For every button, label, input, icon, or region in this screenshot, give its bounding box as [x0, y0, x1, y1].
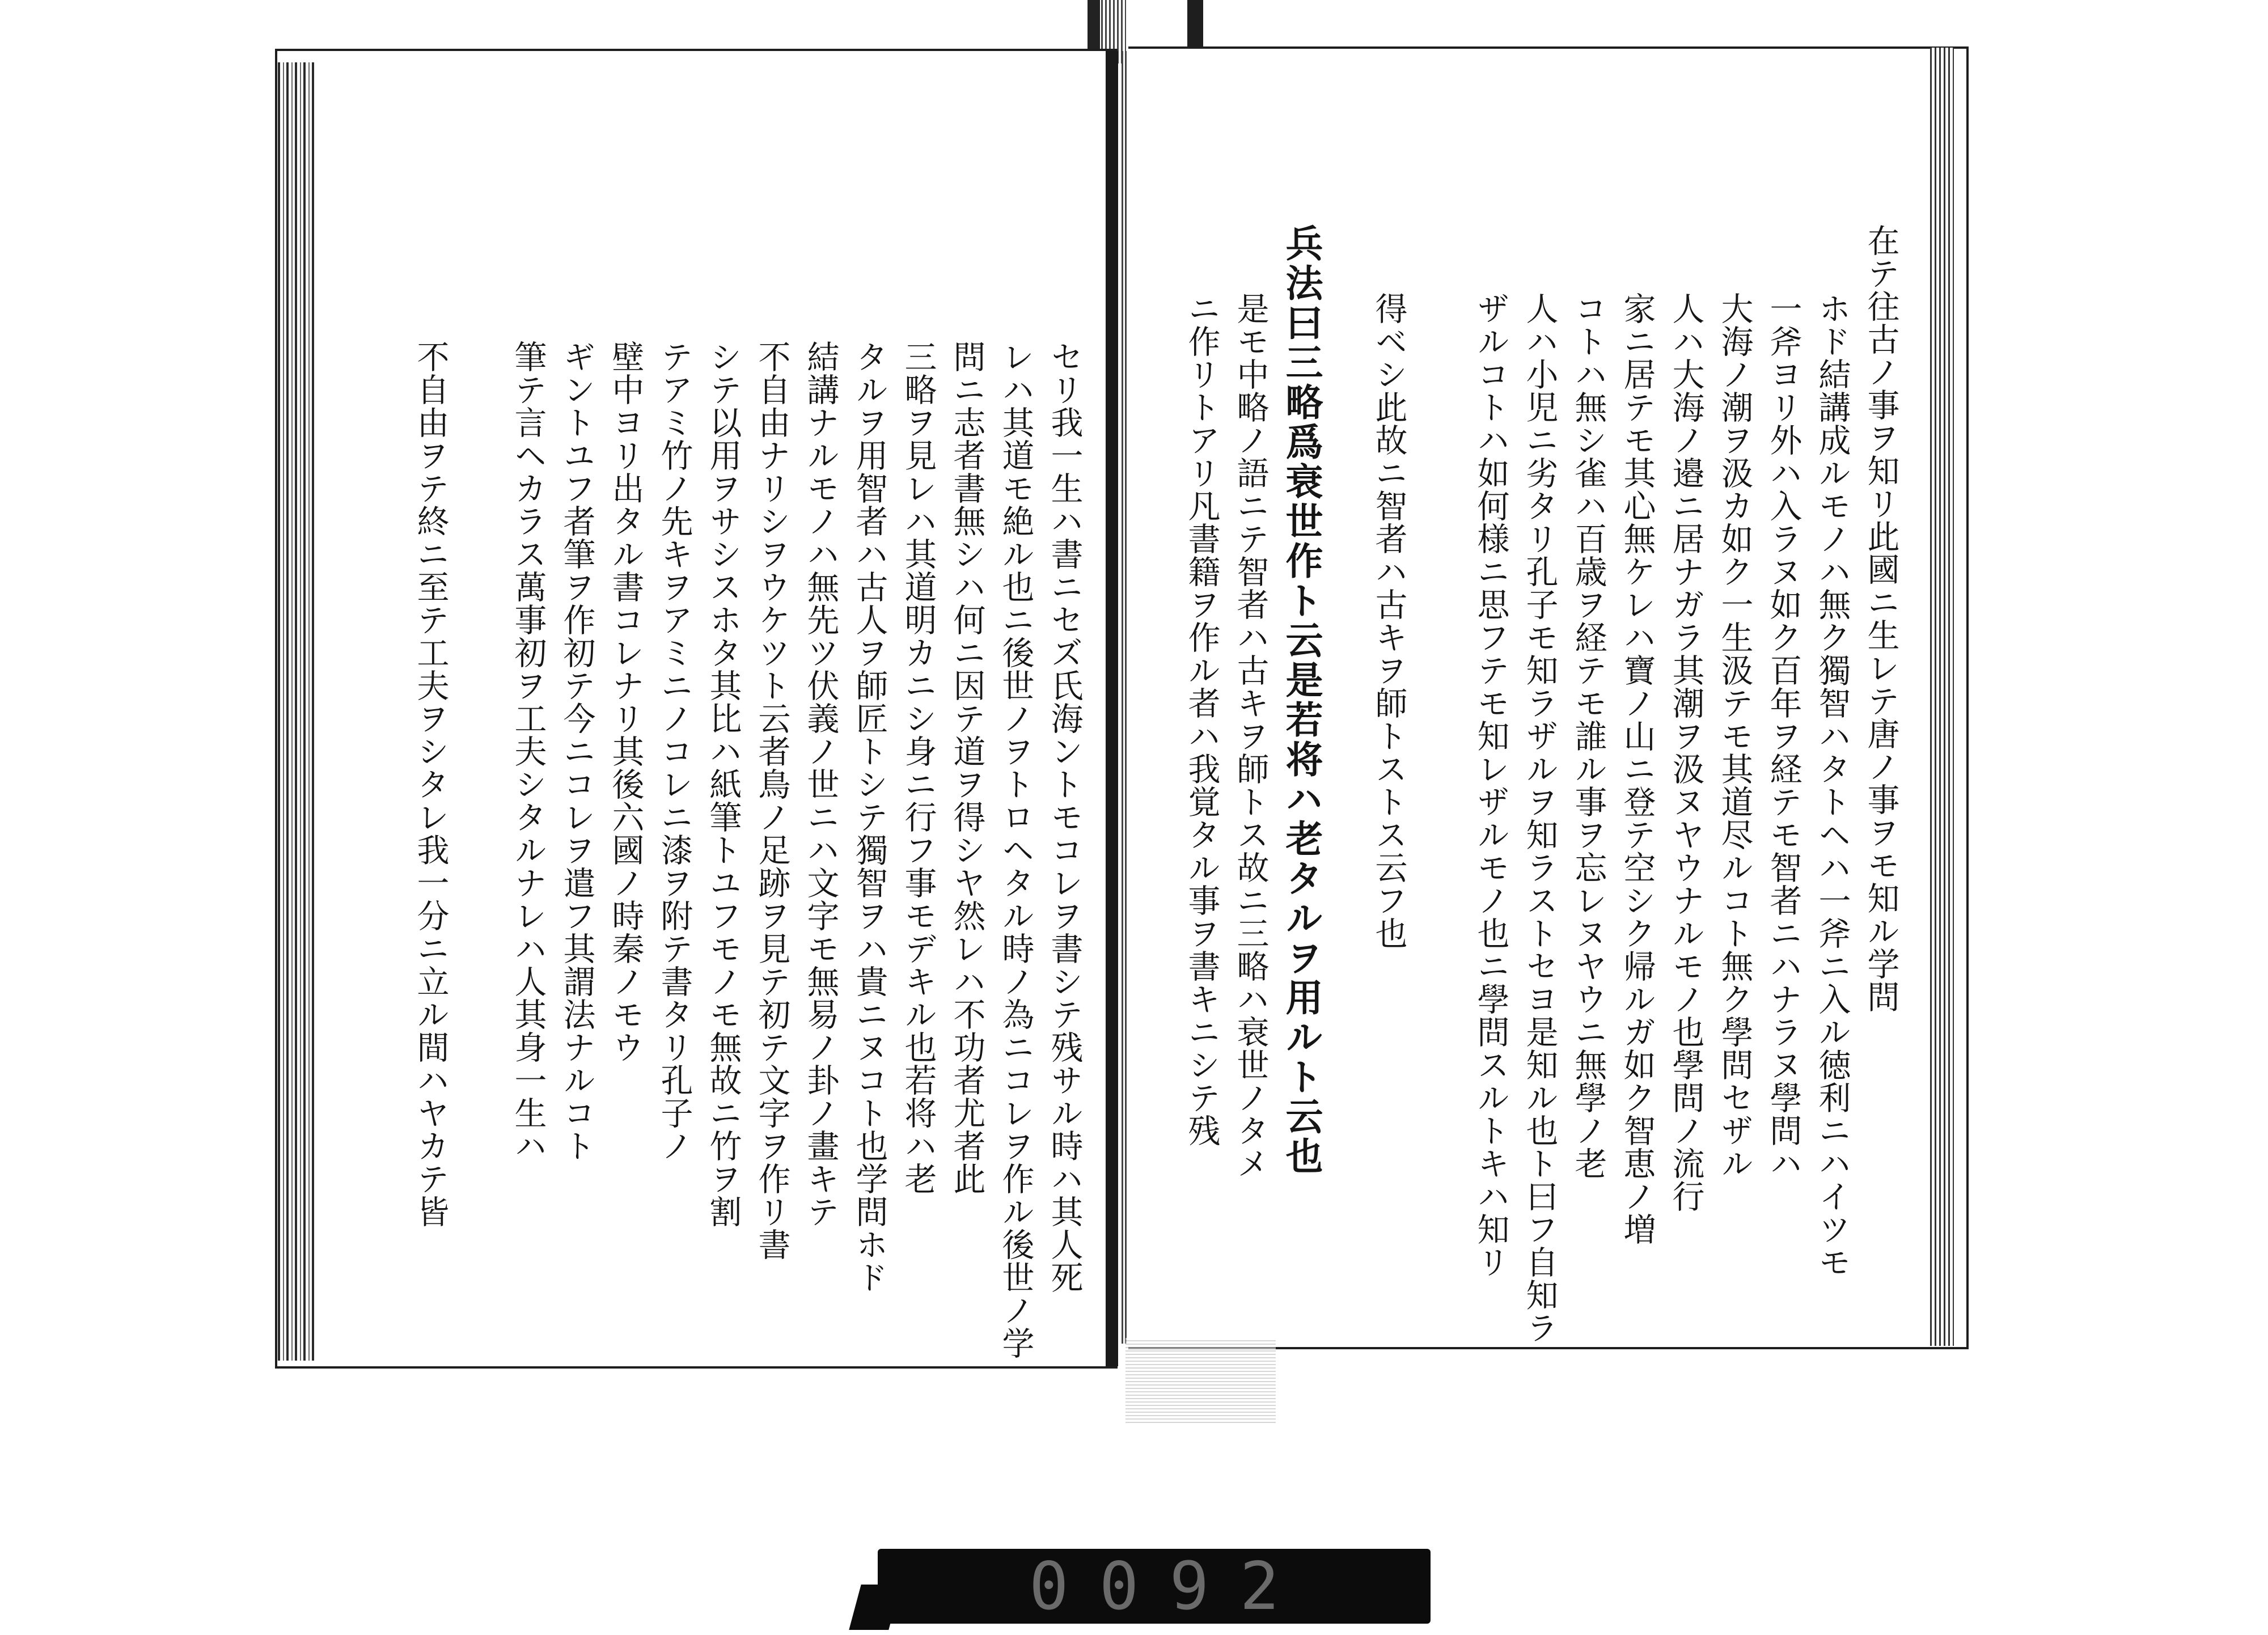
text-column: レハ其道モ絶ル也ニ後世ノヲトロヘタル時ノ為ニコレヲ作ル後世ノ学	[997, 340, 1034, 1359]
text-column: 一斧ヨリ外ハ入ラヌ如ク百年ヲ経テモ智者ニハナラヌ學問ハ	[1765, 292, 1802, 1180]
text-column: 問ニ志者書無シハ何ニ因テ道ヲ得シヤ然レハ不功者尤者此	[948, 340, 985, 1195]
archive-label	[878, 1549, 1431, 1624]
text-column: 在テ往古ノ事ヲ知リ此國ニ生レテ唐ノ事ヲモ知ル学問	[1862, 224, 1899, 1013]
text-column: 不自由ヲテ終ニ至テ工夫ヲシタレ我一分ニ立ル間ハヤカテ皆	[412, 340, 449, 1228]
text-column: 不自由ナリシヲウケツト云者鳥ノ足跡ヲ見テ初テ文字ヲ作リ書	[753, 340, 790, 1261]
gutter-bottom-shadow	[1125, 1338, 1276, 1423]
book-gutter	[1106, 51, 1118, 1366]
text-column: ホド結講成ルモノハ無ク獨智ハタトヘハ一斧ニ入ル徳利ニハイツモ	[1813, 292, 1851, 1278]
section-heading-column: 兵法曰三略爲衰世作ト云是若将ハ老タルヲ用ルト云也	[1279, 224, 1323, 1176]
text-column: 大海ノ潮ヲ汲カ如ク一生汲テモ其道尽ルコト無ク學問セザル	[1716, 292, 1753, 1180]
text-column: ギントユフ者筆ヲ作初テ今ニコレヲ遣フ其謂法ナルコト	[558, 340, 595, 1162]
text-column: シテ以用ヲサシスホタ其比ハ紙筆トユフモノモ無故ニ竹ヲ割	[704, 340, 742, 1228]
text-column: セリ我一生ハ書ニセズ氏海ントモコレヲ書シテ残サル時ハ其人死	[1046, 340, 1083, 1294]
text-column: 人ハ大海ノ邉ニ居ナガラ其潮ヲ汲ヌヤウナルモノ也學問ノ流行	[1667, 292, 1704, 1213]
text-column: 是モ中略ノ語ニテ智者ハ古キヲ師トス故ニ三略ハ衰世ノタメ	[1232, 292, 1269, 1180]
text-column: ニ作リトアリ凡書籍ヲ作ル者ハ我覚タル事ヲ書キニシテ残	[1183, 292, 1220, 1147]
text-column: 筆テ言ヘカラス萬事初ヲ工夫シタルナレハ人其身一生ハ	[509, 340, 547, 1162]
archive-number: 0092	[1029, 1548, 1310, 1625]
text-column: 人ハ小児ニ劣タリ孔子モ知ラザルヲ知ラストセヨ是知ル也ト曰フ自知ラ	[1521, 292, 1558, 1344]
text-column: 家ニ居テモ其心無ケレハ寶ノ山ニ登テ空シク帰ルガ如ク智恵ノ増	[1618, 292, 1656, 1246]
text-column: テアミ竹ノ先キヲアミニノコレニ漆ヲ附テ書タリ孔子ノ	[655, 340, 693, 1162]
left-page	[275, 49, 1118, 1369]
text-column: 三略ヲ見レハ其道明カニシ身ニ行フ事モデキル也若将ハ老	[899, 340, 937, 1195]
text-column: タルヲ用智者ハ古人ヲ師匠トシテ獨智ヲハ貴ニヌコト也学問ホド	[850, 340, 888, 1294]
text-column: 結講ナルモノハ無先ツ伏義ノ世ニハ文字モ無易ノ卦ノ畫キテ	[802, 340, 839, 1228]
text-column: ザルコトハ如何様ニ思フテモ知レザルモノ也ニ學問スルトキハ知リ	[1472, 292, 1509, 1278]
left-page-edge	[278, 62, 316, 1361]
right-page-edge	[1930, 48, 1954, 1346]
text-column: 壁中ヨリ出タル書コレナリ其後六國ノ時秦ノモウ	[607, 340, 644, 1064]
text-column: 得ベシ此故ニ智者ハ古キヲ師トストス云フ也	[1370, 292, 1407, 950]
text-column: コトハ無シ雀ハ百歳ヲ経テモ誰ル事ヲ忘レヌヤウニ無學ノ老	[1569, 292, 1607, 1180]
